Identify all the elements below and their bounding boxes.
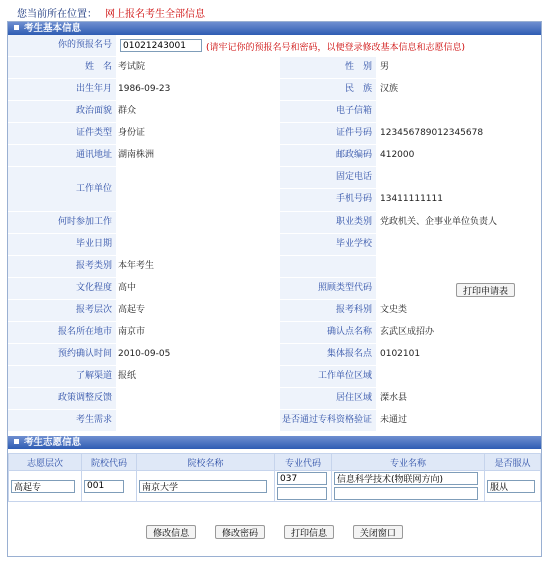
location-current: 网上报名考生全部信息 — [105, 9, 205, 20]
reg-no-label: 你的预报名号 — [8, 35, 116, 56]
wish-level-input[interactable] — [11, 480, 75, 493]
field-label: 集体报名点 — [280, 344, 376, 365]
wish-header-row — [9, 454, 541, 471]
landline-label: 固定电话 — [280, 167, 376, 188]
info-row — [8, 123, 541, 145]
field-value: 未通过 — [380, 415, 408, 425]
info-row — [8, 101, 541, 123]
info-row — [8, 366, 541, 388]
field-label: 毕业学校 — [280, 234, 376, 255]
field-value: 1986-09-23 — [118, 84, 171, 94]
location-bar — [17, 5, 205, 20]
field-label: 政策调整反馈 — [8, 388, 116, 409]
field-label: 预约确认时间 — [8, 344, 116, 365]
info-row — [8, 388, 541, 410]
field-value: 文史类 — [380, 305, 408, 315]
school-code-input[interactable] — [84, 480, 124, 493]
field-value: 412000 — [380, 150, 415, 160]
field-label: 何时参加工作 — [8, 212, 116, 233]
section-basic-header — [8, 22, 541, 35]
section-wish-title: 考生志愿信息 — [24, 437, 82, 448]
field-label: 文化程度 — [8, 278, 116, 299]
field-label: 邮政编码 — [280, 145, 376, 166]
field-value: 2010-09-05 — [118, 349, 171, 359]
col-header: 专业名称 — [332, 454, 485, 471]
location-label: 您当前所在位置： — [17, 9, 97, 20]
field-label: 是否通过专科资格验证 — [280, 410, 376, 431]
field-value: 高起专 — [118, 305, 146, 315]
major-name-input[interactable] — [334, 472, 478, 485]
info-panel — [7, 21, 542, 557]
field-value: 0102101 — [380, 349, 421, 359]
field-label: 出生年月 — [8, 79, 116, 100]
wish-row — [9, 471, 541, 502]
field-label: 照顾类型代码 — [280, 278, 376, 299]
info-row — [8, 410, 541, 432]
reg-no-note: (请牢记你的预报名号和密码，以便登录修改基本信息和志愿信息) — [206, 43, 466, 53]
print-info-button[interactable]: 打印信息 — [284, 525, 334, 539]
field-label: 居住区域 — [280, 388, 376, 409]
field-label — [280, 256, 376, 277]
major-code-input-2[interactable] — [277, 487, 327, 500]
field-value: 党政机关、企事业单位负责人 — [380, 217, 498, 227]
field-label: 性 别 — [280, 57, 376, 78]
col-header: 志愿层次 — [9, 454, 82, 471]
field-label: 证件类型 — [8, 123, 116, 144]
reg-no-input[interactable] — [120, 39, 202, 52]
action-bar — [8, 525, 541, 539]
field-label: 民 族 — [280, 79, 376, 100]
field-value: 123456789012345678 — [380, 128, 484, 138]
field-label: 报名所在地市 — [8, 322, 116, 343]
info-row — [8, 344, 541, 366]
field-label: 报考科别 — [280, 300, 376, 321]
field-value: 南京市 — [118, 327, 146, 337]
field-label: 考生需求 — [8, 410, 116, 431]
col-header: 是否服从 — [485, 454, 541, 471]
col-header: 专业代码 — [275, 454, 332, 471]
field-value: 男 — [380, 62, 390, 72]
field-label: 电子信箱 — [280, 101, 376, 122]
info-row — [8, 300, 541, 322]
field-value: 汉族 — [380, 84, 399, 94]
col-header: 院校名称 — [137, 454, 275, 471]
edit-info-button[interactable]: 修改信息 — [146, 525, 196, 539]
square-icon — [14, 25, 19, 30]
major-code-input[interactable] — [277, 472, 327, 485]
field-value: 身份证 — [118, 128, 146, 138]
col-header: 院校代码 — [82, 454, 137, 471]
field-label: 姓 名 — [8, 57, 116, 78]
info-row — [8, 212, 541, 234]
field-label: 了解渠道 — [8, 366, 116, 387]
info-row — [8, 234, 541, 256]
info-row — [8, 79, 541, 101]
field-label: 职业类别 — [280, 212, 376, 233]
edit-password-button[interactable]: 修改密码 — [215, 525, 265, 539]
field-label: 毕业日期 — [8, 234, 116, 255]
work-row — [8, 167, 541, 212]
field-value: 高中 — [118, 283, 137, 293]
wish-table — [8, 453, 541, 502]
reg-no-row — [8, 35, 541, 57]
info-row — [8, 57, 541, 79]
field-label: 确认点名称 — [280, 322, 376, 343]
info-row — [8, 145, 541, 167]
field-label: 通讯地址 — [8, 145, 116, 166]
close-window-button[interactable]: 关闭窗口 — [353, 525, 403, 539]
obey-input[interactable] — [487, 480, 535, 493]
info-row — [8, 322, 541, 344]
work-unit-label: 工作单位 — [8, 167, 116, 211]
field-value: 群众 — [118, 106, 137, 116]
section-basic-title: 考生基本信息 — [24, 23, 82, 34]
field-value: 溧水县 — [380, 393, 408, 403]
field-label: 报考类别 — [8, 256, 116, 277]
field-value: 考试院 — [118, 62, 146, 72]
major-name-input-2[interactable] — [334, 487, 478, 500]
info-row — [8, 256, 541, 278]
section-wish-header — [8, 436, 541, 449]
field-label: 报考层次 — [8, 300, 116, 321]
mobile-label: 手机号码 — [280, 189, 376, 211]
school-name-input[interactable] — [139, 480, 267, 493]
field-value: 湖南株洲 — [118, 150, 155, 160]
field-value: 玄武区成招办 — [380, 327, 435, 337]
field-value: 报纸 — [118, 371, 137, 381]
square-icon — [14, 439, 19, 444]
field-label: 工作单位区域 — [280, 366, 376, 387]
field-value: 本年考生 — [118, 261, 155, 271]
mobile-value: 13411111111 — [380, 194, 443, 204]
print-apply-button[interactable]: 打印申请表 — [456, 283, 515, 297]
field-label: 证件号码 — [280, 123, 376, 144]
field-label: 政治面貌 — [8, 101, 116, 122]
